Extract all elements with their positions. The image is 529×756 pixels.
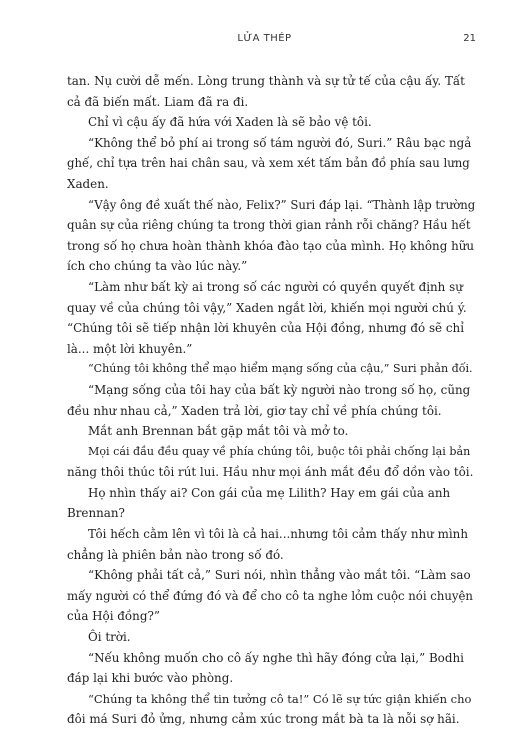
text-line: “Không phải tất cả,” Suri nói, nhìn thẳng vào mắt tôi. “Làm sao [88,568,471,583]
text-line: quân sự của riêng chúng ta trong thời gian rảnh rỗi chăng? Hầu hết [67,218,471,233]
text-line: Brennan? [67,506,125,521]
text-line: Họ nhìn thấy ai? Con gái của mẹ Lilith? Hay em gái của anh [88,485,451,500]
text-line: Xaden. [67,176,109,191]
text-line: của Hội đồng?” [67,609,160,624]
text-line: tan. Nụ cười dễ mến. Lòng trung thành và sự tử tế của cậu ấy. Tất [67,74,465,88]
running-header [0,33,529,49]
text-line: Mọi cái đầu đều quay về phía chúng tôi, buộc tôi phải chống lại bản [88,444,471,458]
text-line: mấy người có thể đứng đó và để cho cô ta nghe lỏm cuộc nói chuyện [67,588,473,603]
text-line: Tôi hếch cằm lên vì tôi là cả hai...nhưng tôi cảm thấy như mình [88,527,468,542]
text-line: “Mạng sống của tôi hay của bất kỳ người nào trong số họ, cũng [88,382,471,397]
chapter-title: LỬA THÉP [237,33,292,44]
text-line: “Vậy ông đề xuất thế nào, Felix?” Suri đáp lại. “Thành lập trường [88,197,475,212]
text-line: “Chúng ta không thể tin tưởng cô ta!” Có lẽ sự tức giận khiến cho [88,691,472,706]
text-line: đáp lại khi bước vào phòng. [67,671,234,686]
text-line: đều như nhau cả,” Xaden trả lời, giơ tay chỉ về phía chúng tôi. [67,403,442,418]
text-line: quay về của chúng tôi vậy,” Xaden ngắt lời, khiến mọi người chú ý. [67,300,467,315]
text-line: đôi má Suri đỏ ửng, nhưng cảm xúc trong mắt bà ta là nỗi sợ hãi. [67,712,460,727]
text-line: trong số họ chưa hoàn thành khóa đào tạo của mình. Họ không hữu [67,238,475,253]
text-line: năng thôi thúc tôi rút lui. Hầu như mọi ánh mắt đều đổ dồn vào tôi. [67,465,474,480]
text-line: cả đã biến mất. Liam đã ra đi. [67,94,249,109]
text-line: “Làm như bất kỳ ai trong số các người có quyền quyết định sự [88,279,463,294]
page-number: 21 [463,33,476,44]
body-text [67,71,475,730]
text-line: Ôi trời. [88,630,131,645]
text-line: ghế, chỉ tựa trên hai chân sau, và xem xét tấm bản đồ phía sau lưng [67,156,470,171]
text-line: Mắt anh Brennan bắt gặp mắt tôi và mở to. [88,424,349,439]
text-line: là... một lời khuyên.” [67,341,193,356]
text-line: chẳng là phiên bản nào trong số đó. [67,547,284,562]
text-line: ích cho chúng ta vào lúc này.” [67,259,248,274]
text-line: “Chúng tôi không thể mạo hiểm mạng sống của cậu,” Suri phản đối. [88,362,473,376]
text-line: Chỉ vì cậu ấy đã hứa với Xaden là sẽ bảo vệ tôi. [88,115,372,130]
text-line: “Không thể bỏ phí ai trong số tám người đó, Suri.” Râu bạc ngả [88,135,472,150]
text-line: “Nếu không muốn cho cô ấy nghe thì hãy đóng cửa lại,” Bodhi [88,650,464,665]
text-line: “Chúng tôi sẽ tiếp nhận lời khuyên của Hội đồng, nhưng đó sẽ chỉ [67,321,464,336]
